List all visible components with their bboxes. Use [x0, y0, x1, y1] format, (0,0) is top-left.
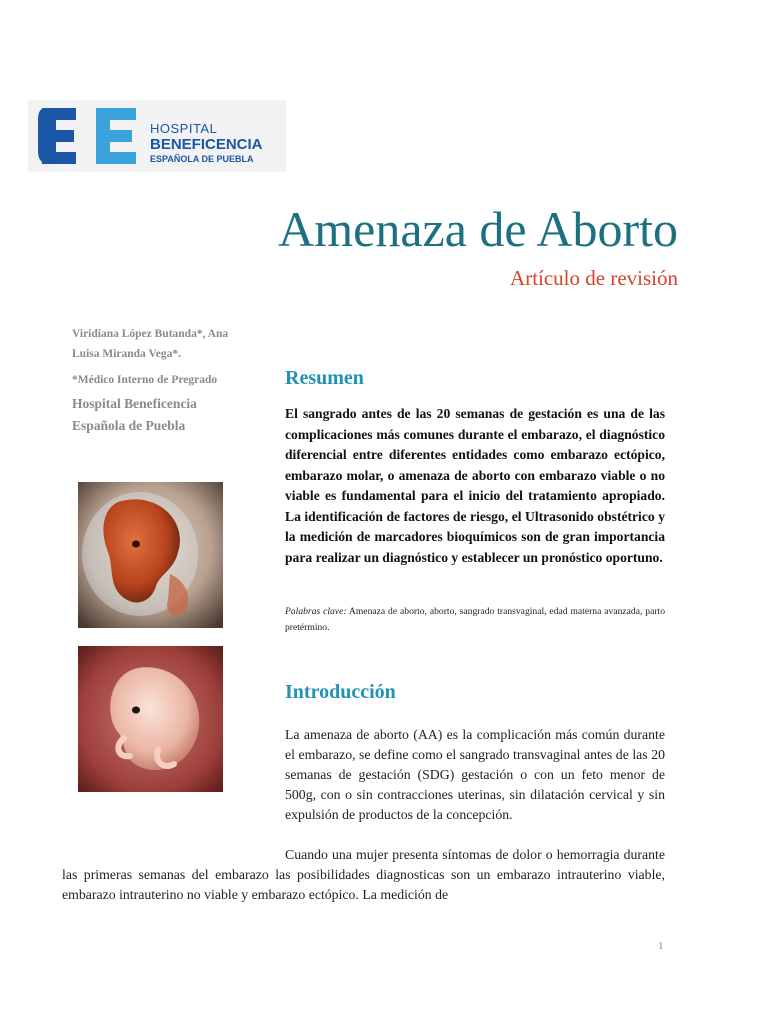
logo-line-2: BENEFICENCIA	[150, 136, 263, 153]
keywords	[285, 604, 665, 636]
hospital-logo-mark-icon	[36, 106, 140, 166]
article-title: Amenaza de Aborto	[278, 201, 678, 257]
affiliation-institution: Hospital Beneficencia Española de Puebla	[72, 396, 197, 433]
embryo-photo-2	[78, 646, 223, 792]
logo-line-3: ESPAÑOLA DE PUEBLA	[150, 154, 254, 164]
hospital-logo-text	[150, 122, 263, 164]
article-type: Artículo de revisión	[510, 266, 678, 290]
authors: Viridiana López Butanda*, Ana Luisa Miranda Vega*.	[72, 328, 229, 360]
resumen-body: El sangrado antes de las 20 semanas de gestación es una de las complicaciones más comunes durante el embarazo, el diagnóstico diferencial entre diferentes entidades como embarazo ectópico, embarazo molar, o amenaza de aborto con embarazo viable o no viable es fundamental para el inicio del tratamiento apropiado. La identificación de factores de riesgo, el Ultrasonido obstétrico y la medición de marcadores bioquímicos son de gran importancia para realizar un diagnóstico y establecer un pronóstico oportuno.	[285, 406, 665, 565]
keywords-list: Amenaza de aborto, aborto, sangrado transvaginal, edad materna avanzada, parto pretérmino.	[285, 606, 665, 633]
introduccion-paragraph-1: La amenaza de aborto (AA) es la complicación más común durante el embarazo, se define como el sangrado transvaginal antes de las 20 semanas de gestación (SDG) gestación o con un feto menor de 500g, con o sin contracciones uterinas, sin dilatación cervical y sin expulsión de productos de la concepción.	[285, 727, 665, 822]
page-number: 1	[658, 940, 664, 952]
introduccion-heading: Introducción	[285, 681, 396, 703]
affiliation-role: *Médico Interno de Pregrado	[72, 374, 218, 386]
hospital-logo	[28, 100, 286, 172]
logo-line-1: HOSPITAL	[150, 121, 218, 136]
embryo-photo-1	[78, 482, 223, 628]
resumen-heading: Resumen	[285, 367, 364, 389]
introduccion-paragraph-2: Cuando una mujer presenta síntomas de dolor o hemorragia durante las primeras semanas del embarazo las posibilidades diagnosticas son un embarazo intrauterino viable, embarazo intrauterino no viable y embarazo ectópico. La medición de	[62, 847, 665, 902]
keywords-label: Palabras clave:	[285, 606, 347, 617]
